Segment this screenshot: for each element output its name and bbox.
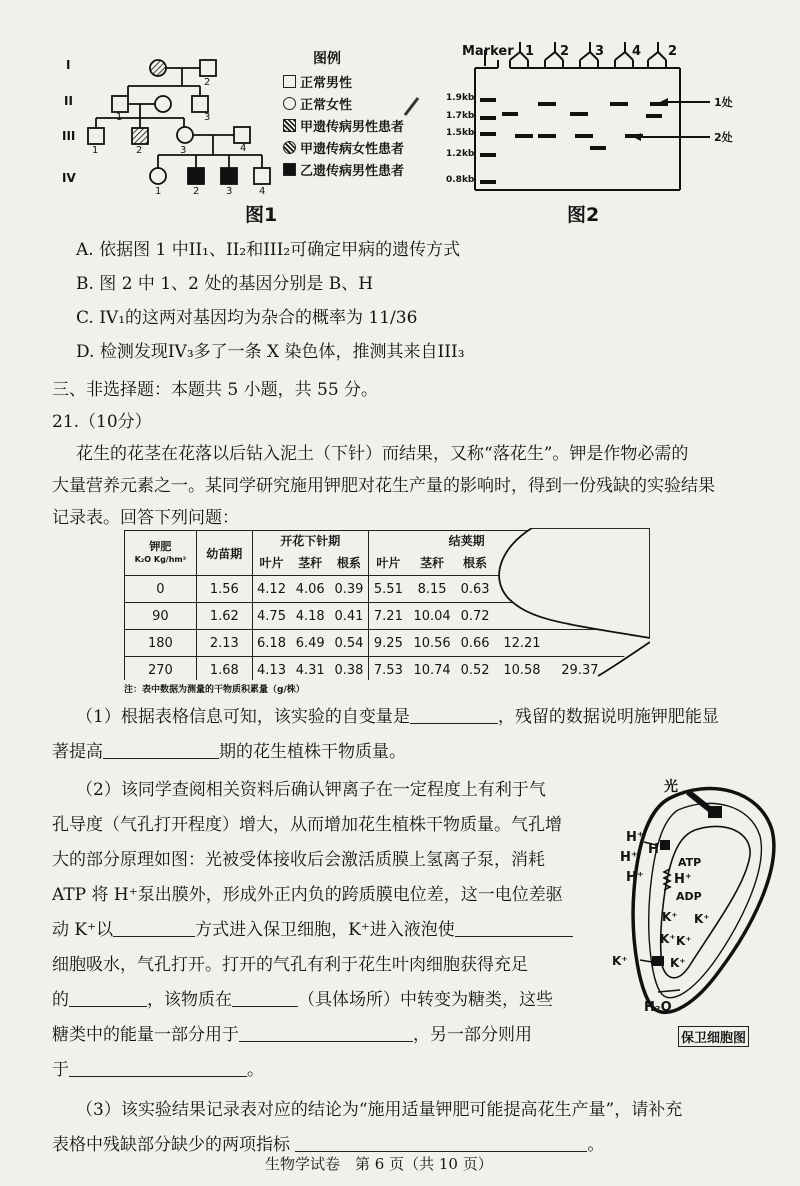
section-heading: 三、非选择题：本题共 5 小题，共 55 分。 bbox=[52, 380, 379, 400]
atp-label: ATP bbox=[678, 856, 702, 869]
q2-text: ，另一部分则用 bbox=[413, 1025, 532, 1045]
intro-line: 花生的花茎在花落以后钻入泥土（下针）而结果，又称“落花生”。钾是作物必需的 bbox=[76, 444, 689, 464]
pedigree-IV4-normal-male bbox=[254, 168, 270, 184]
size-label: 1.2kb bbox=[446, 149, 475, 159]
pedigree-III2-affected-male-a bbox=[132, 128, 148, 144]
pedigree-num: 1 bbox=[116, 112, 123, 123]
hatched-square-icon bbox=[283, 119, 296, 132]
question-21-header: 21.（10分） bbox=[52, 412, 152, 432]
band-label-1: 1处 bbox=[714, 96, 733, 109]
h-ion-label: H⁺ bbox=[648, 842, 666, 857]
subheader-cell: 根系 bbox=[330, 549, 368, 576]
q2-line: 细胞吸水，气孔打开。打开的气孔有利于花生叶肉细胞获得充足 bbox=[52, 955, 528, 975]
q3-text: 表格中残缺部分缺少的两项指标 bbox=[52, 1135, 290, 1155]
header-flowering: 开花下针期 bbox=[252, 531, 368, 550]
gen-label-III: III bbox=[62, 129, 76, 143]
q2-line: 孔导度（气孔打开程度）增大，从而增加花生植株干物质量。气孔增 bbox=[52, 815, 562, 835]
pedigree-II2-normal-female bbox=[155, 96, 171, 112]
legend-item bbox=[283, 114, 433, 136]
table-cell: 1.62 bbox=[196, 603, 252, 630]
size-label: 0.8kb bbox=[446, 175, 475, 185]
table-cell: 0.63 bbox=[456, 576, 494, 603]
legend-label: 正常男性 bbox=[300, 75, 353, 91]
table-cell: 10.04 bbox=[408, 603, 456, 630]
lane-number: 2 bbox=[668, 44, 678, 59]
pedigree-num: 3 bbox=[180, 145, 187, 156]
q2-text: 糖类中的能量一部分用于 bbox=[52, 1025, 239, 1045]
lane-number: 4 bbox=[632, 44, 642, 59]
pedigree-IV3-affected-male-b bbox=[221, 168, 237, 184]
q2-line8 bbox=[52, 1021, 532, 1049]
subheader-cell: 茎秆 bbox=[290, 549, 330, 576]
legend-item bbox=[283, 158, 433, 180]
option-b: B. 图 2 中 1、2 处的基因分别是 B、H bbox=[76, 274, 374, 294]
answer-blank-4[interactable] bbox=[455, 918, 573, 937]
h-ion-label: H⁺ bbox=[620, 850, 638, 865]
pedigree-num: 2 bbox=[204, 77, 211, 88]
table-cell: 0.72 bbox=[456, 603, 494, 630]
size-label: 1.5kb bbox=[446, 128, 475, 138]
q2-text: 于 bbox=[52, 1060, 69, 1080]
pedigree-num: 1 bbox=[92, 145, 99, 156]
pedigree-num: 3 bbox=[226, 186, 233, 197]
table-cell: 12.21 bbox=[494, 630, 550, 657]
guard-cell-diagram bbox=[600, 770, 790, 1040]
table-cell: 180 bbox=[125, 630, 197, 657]
q1-line1 bbox=[76, 703, 719, 731]
light-label: 光 bbox=[664, 779, 678, 795]
q2-text: 方式进入保卫细胞，K⁺进入液泡使 bbox=[195, 920, 455, 940]
table-cell: 0.54 bbox=[330, 630, 368, 657]
pedigree-III4-normal-male bbox=[234, 127, 250, 143]
table-cell: 0.52 bbox=[456, 657, 494, 681]
band-label-2: 2处 bbox=[714, 131, 733, 144]
header-fertilizer: 钾肥 bbox=[149, 540, 172, 553]
pedigree-IV2-affected-male-b bbox=[188, 168, 204, 184]
table-cell: 0 bbox=[125, 576, 197, 603]
table-cell: 6.18 bbox=[252, 630, 290, 657]
header-pod: 结荚期 bbox=[368, 531, 644, 550]
answer-blank-7[interactable] bbox=[239, 1023, 413, 1042]
option-a: A. 依据图 1 中II₁、II₂和III₂可确定甲病的遗传方式 bbox=[76, 240, 461, 260]
header-seedling: 幼苗期 bbox=[196, 531, 252, 576]
intro-line: 大量营养元素之一。某同学研究施用钾肥对花生产量的影响时，得到一份残缺的实验结果 bbox=[52, 476, 715, 496]
table-cell: 10.56 bbox=[408, 630, 456, 657]
lane-label bbox=[668, 44, 677, 59]
table-cell: 8.15 bbox=[408, 576, 456, 603]
square-symbol-icon bbox=[283, 75, 296, 88]
q2-line7 bbox=[52, 986, 553, 1014]
lane-label bbox=[595, 44, 604, 59]
answer-blank-6[interactable] bbox=[232, 988, 298, 1007]
water-label: H₂O bbox=[644, 1000, 672, 1015]
adp-label: ADP bbox=[676, 890, 702, 903]
k-ion-label: K⁺ bbox=[694, 912, 710, 926]
table-cell: 90 bbox=[125, 603, 197, 630]
table-cell: 0.66 bbox=[456, 630, 494, 657]
marker-label: Marker bbox=[462, 44, 514, 59]
legend-label: 甲遗传病女性患者 bbox=[300, 141, 405, 157]
table-cell: 9.25 bbox=[368, 630, 408, 657]
table-cell: 7.21 bbox=[368, 603, 408, 630]
subheader-cell: 叶片 bbox=[368, 549, 408, 576]
legend-label: 正常女性 bbox=[300, 97, 353, 113]
header-fertilizer-unit: K₂O Kg/hm² bbox=[134, 555, 187, 564]
q2-text: （具体场所）中转变为糖类，这些 bbox=[298, 990, 553, 1010]
h-ion-label: H⁺ bbox=[626, 870, 644, 885]
q3-line1: （3）该实验结果记录表对应的结论为“施用适量钾肥可能提高花生产量”，请补充 bbox=[76, 1100, 683, 1120]
size-label: 1.9kb bbox=[446, 93, 475, 103]
option-d: D. 检测发现IV₃多了一条 X 染色体，推测其来自III₃ bbox=[76, 342, 465, 362]
q1-text-a: （1）根据表格信息可知，该实验的自变量是 bbox=[76, 707, 410, 727]
answer-blank-1[interactable] bbox=[410, 705, 498, 724]
table-cell: 4.18 bbox=[290, 603, 330, 630]
table-note: 注：表中数据为测量的干物质积累量（g/株） bbox=[124, 685, 305, 695]
pedigree-num: 1 bbox=[155, 186, 162, 197]
table-cell: 4.06 bbox=[290, 576, 330, 603]
table-cell: 0.41 bbox=[330, 603, 368, 630]
option-c: C. IV₁的这两对基因均为杂合的概率为 11/36 bbox=[76, 308, 418, 328]
pedigree-II1-normal-male bbox=[112, 96, 128, 112]
pedigree-num: 4 bbox=[240, 143, 247, 154]
table-cell: 1.56 bbox=[196, 576, 252, 603]
q2-line: （2）该同学查阅相关资料后确认钾离子在一定程度上有利于气 bbox=[76, 780, 546, 800]
q2-text: 动 K⁺以 bbox=[52, 920, 114, 940]
pedigree-legend bbox=[283, 48, 433, 180]
k-ion-label: K⁺ bbox=[662, 910, 678, 924]
pedigree-I1-affected-female bbox=[150, 60, 166, 76]
q2-line9 bbox=[52, 1056, 264, 1084]
table-cell: 2.13 bbox=[196, 630, 252, 657]
legend-item bbox=[283, 136, 433, 158]
table-cell: 7.53 bbox=[368, 657, 408, 681]
table-cell: 4.12 bbox=[252, 576, 290, 603]
figure2-caption: 图2 bbox=[567, 204, 600, 226]
subheader-cell: 茎秆 bbox=[408, 549, 456, 576]
table-cell: 10.58 bbox=[494, 657, 550, 681]
h-ion-label: H⁺ bbox=[674, 872, 692, 887]
pedigree-III3-normal-female bbox=[177, 127, 193, 143]
table-cell: 1.68 bbox=[196, 657, 252, 681]
q2-line5 bbox=[52, 916, 573, 944]
subheader-cell: 叶片 bbox=[252, 549, 290, 576]
pedigree-III1-normal-male bbox=[88, 128, 104, 144]
q1-text-b: ，残留的数据说明施钾肥能显 bbox=[497, 707, 719, 727]
pedigree-num: 2 bbox=[136, 145, 143, 156]
page-footer: 生物学试卷 第 6 页（共 10 页） bbox=[265, 1155, 493, 1173]
table-cell: 4.13 bbox=[252, 657, 290, 681]
size-label: 1.7kb bbox=[446, 111, 475, 121]
table-cell: 0.39 bbox=[330, 576, 368, 603]
legend-item bbox=[283, 92, 433, 114]
lane-number: 3 bbox=[595, 44, 605, 59]
h-ion-label: H⁺ bbox=[626, 830, 644, 845]
electrophoresis-figure bbox=[440, 40, 740, 200]
k-ion-label: K⁺ bbox=[612, 954, 628, 968]
header-cell bbox=[125, 531, 197, 576]
table-cell: 0.38 bbox=[330, 657, 368, 681]
table-cell: 4.31 bbox=[290, 657, 330, 681]
table-cell: 4.75 bbox=[252, 603, 290, 630]
lane-number: 1 bbox=[525, 44, 535, 59]
q2-text: 的 bbox=[52, 990, 69, 1010]
k-ion-label: K⁺ bbox=[670, 956, 686, 970]
torn-edge bbox=[470, 528, 650, 680]
gen-label-II: II bbox=[64, 94, 73, 108]
table-cell: 29.37 bbox=[550, 657, 610, 681]
lane-label bbox=[632, 44, 641, 59]
q2-line: 大的部分原理如图：光被受体接收后会激活质膜上氢离子泵，消耗 bbox=[52, 850, 545, 870]
k-ion-label: K⁺ bbox=[676, 934, 692, 948]
filled-square-icon bbox=[283, 163, 296, 176]
intro-line: 记录表。回答下列问题： bbox=[52, 508, 239, 528]
pedigree-num: 3 bbox=[204, 112, 211, 123]
legend-label: 甲遗传病男性患者 bbox=[300, 119, 405, 135]
lane-label bbox=[525, 44, 534, 59]
pedigree-num: 2 bbox=[193, 186, 200, 197]
answer-blank-2[interactable] bbox=[103, 740, 219, 759]
hatched-circle-icon bbox=[283, 141, 296, 154]
q1-text-d: 期的花生植株干物质量。 bbox=[219, 742, 406, 762]
table-cell: 5.51 bbox=[368, 576, 408, 603]
answer-blank-8[interactable] bbox=[69, 1058, 247, 1077]
answer-blank-3[interactable] bbox=[113, 918, 195, 937]
q2-text: 。 bbox=[247, 1060, 264, 1080]
table-cell: 6.49 bbox=[290, 630, 330, 657]
table-cell: 270 bbox=[125, 657, 197, 681]
legend-label: 乙遗传病男性患者 bbox=[300, 163, 405, 179]
q1-line2 bbox=[52, 738, 406, 766]
table-cell: 10.74 bbox=[408, 657, 456, 681]
q3-text: 。 bbox=[587, 1135, 605, 1155]
legend-item bbox=[283, 70, 433, 92]
k-ion-label: K⁺ bbox=[660, 932, 676, 946]
pedigree-IV1-normal-female bbox=[150, 168, 166, 184]
pedigree-II3-normal-male bbox=[192, 96, 208, 112]
gen-label-IV: IV bbox=[62, 171, 76, 185]
q1-text-c: 著提高 bbox=[52, 742, 103, 762]
circle-symbol-icon bbox=[283, 97, 296, 110]
legend-title: 图例 bbox=[313, 51, 341, 67]
answer-blank-5[interactable] bbox=[69, 988, 147, 1007]
guard-cell-caption: 保卫细胞图 bbox=[678, 1026, 749, 1047]
gen-label-I: I bbox=[66, 58, 71, 72]
q2-text: ，该物质在 bbox=[147, 990, 232, 1010]
pedigree-num: 4 bbox=[259, 186, 266, 197]
lane-label bbox=[560, 44, 569, 59]
lane-number: 2 bbox=[560, 44, 570, 59]
subheader-cell: 根系 bbox=[456, 549, 494, 576]
pedigree-I2-normal-male bbox=[200, 60, 216, 76]
figure1-caption: 图1 bbox=[245, 204, 278, 226]
q2-line: ATP 将 H⁺泵出膜外，形成外正内负的跨质膜电位差，这一电位差驱 bbox=[52, 885, 563, 905]
